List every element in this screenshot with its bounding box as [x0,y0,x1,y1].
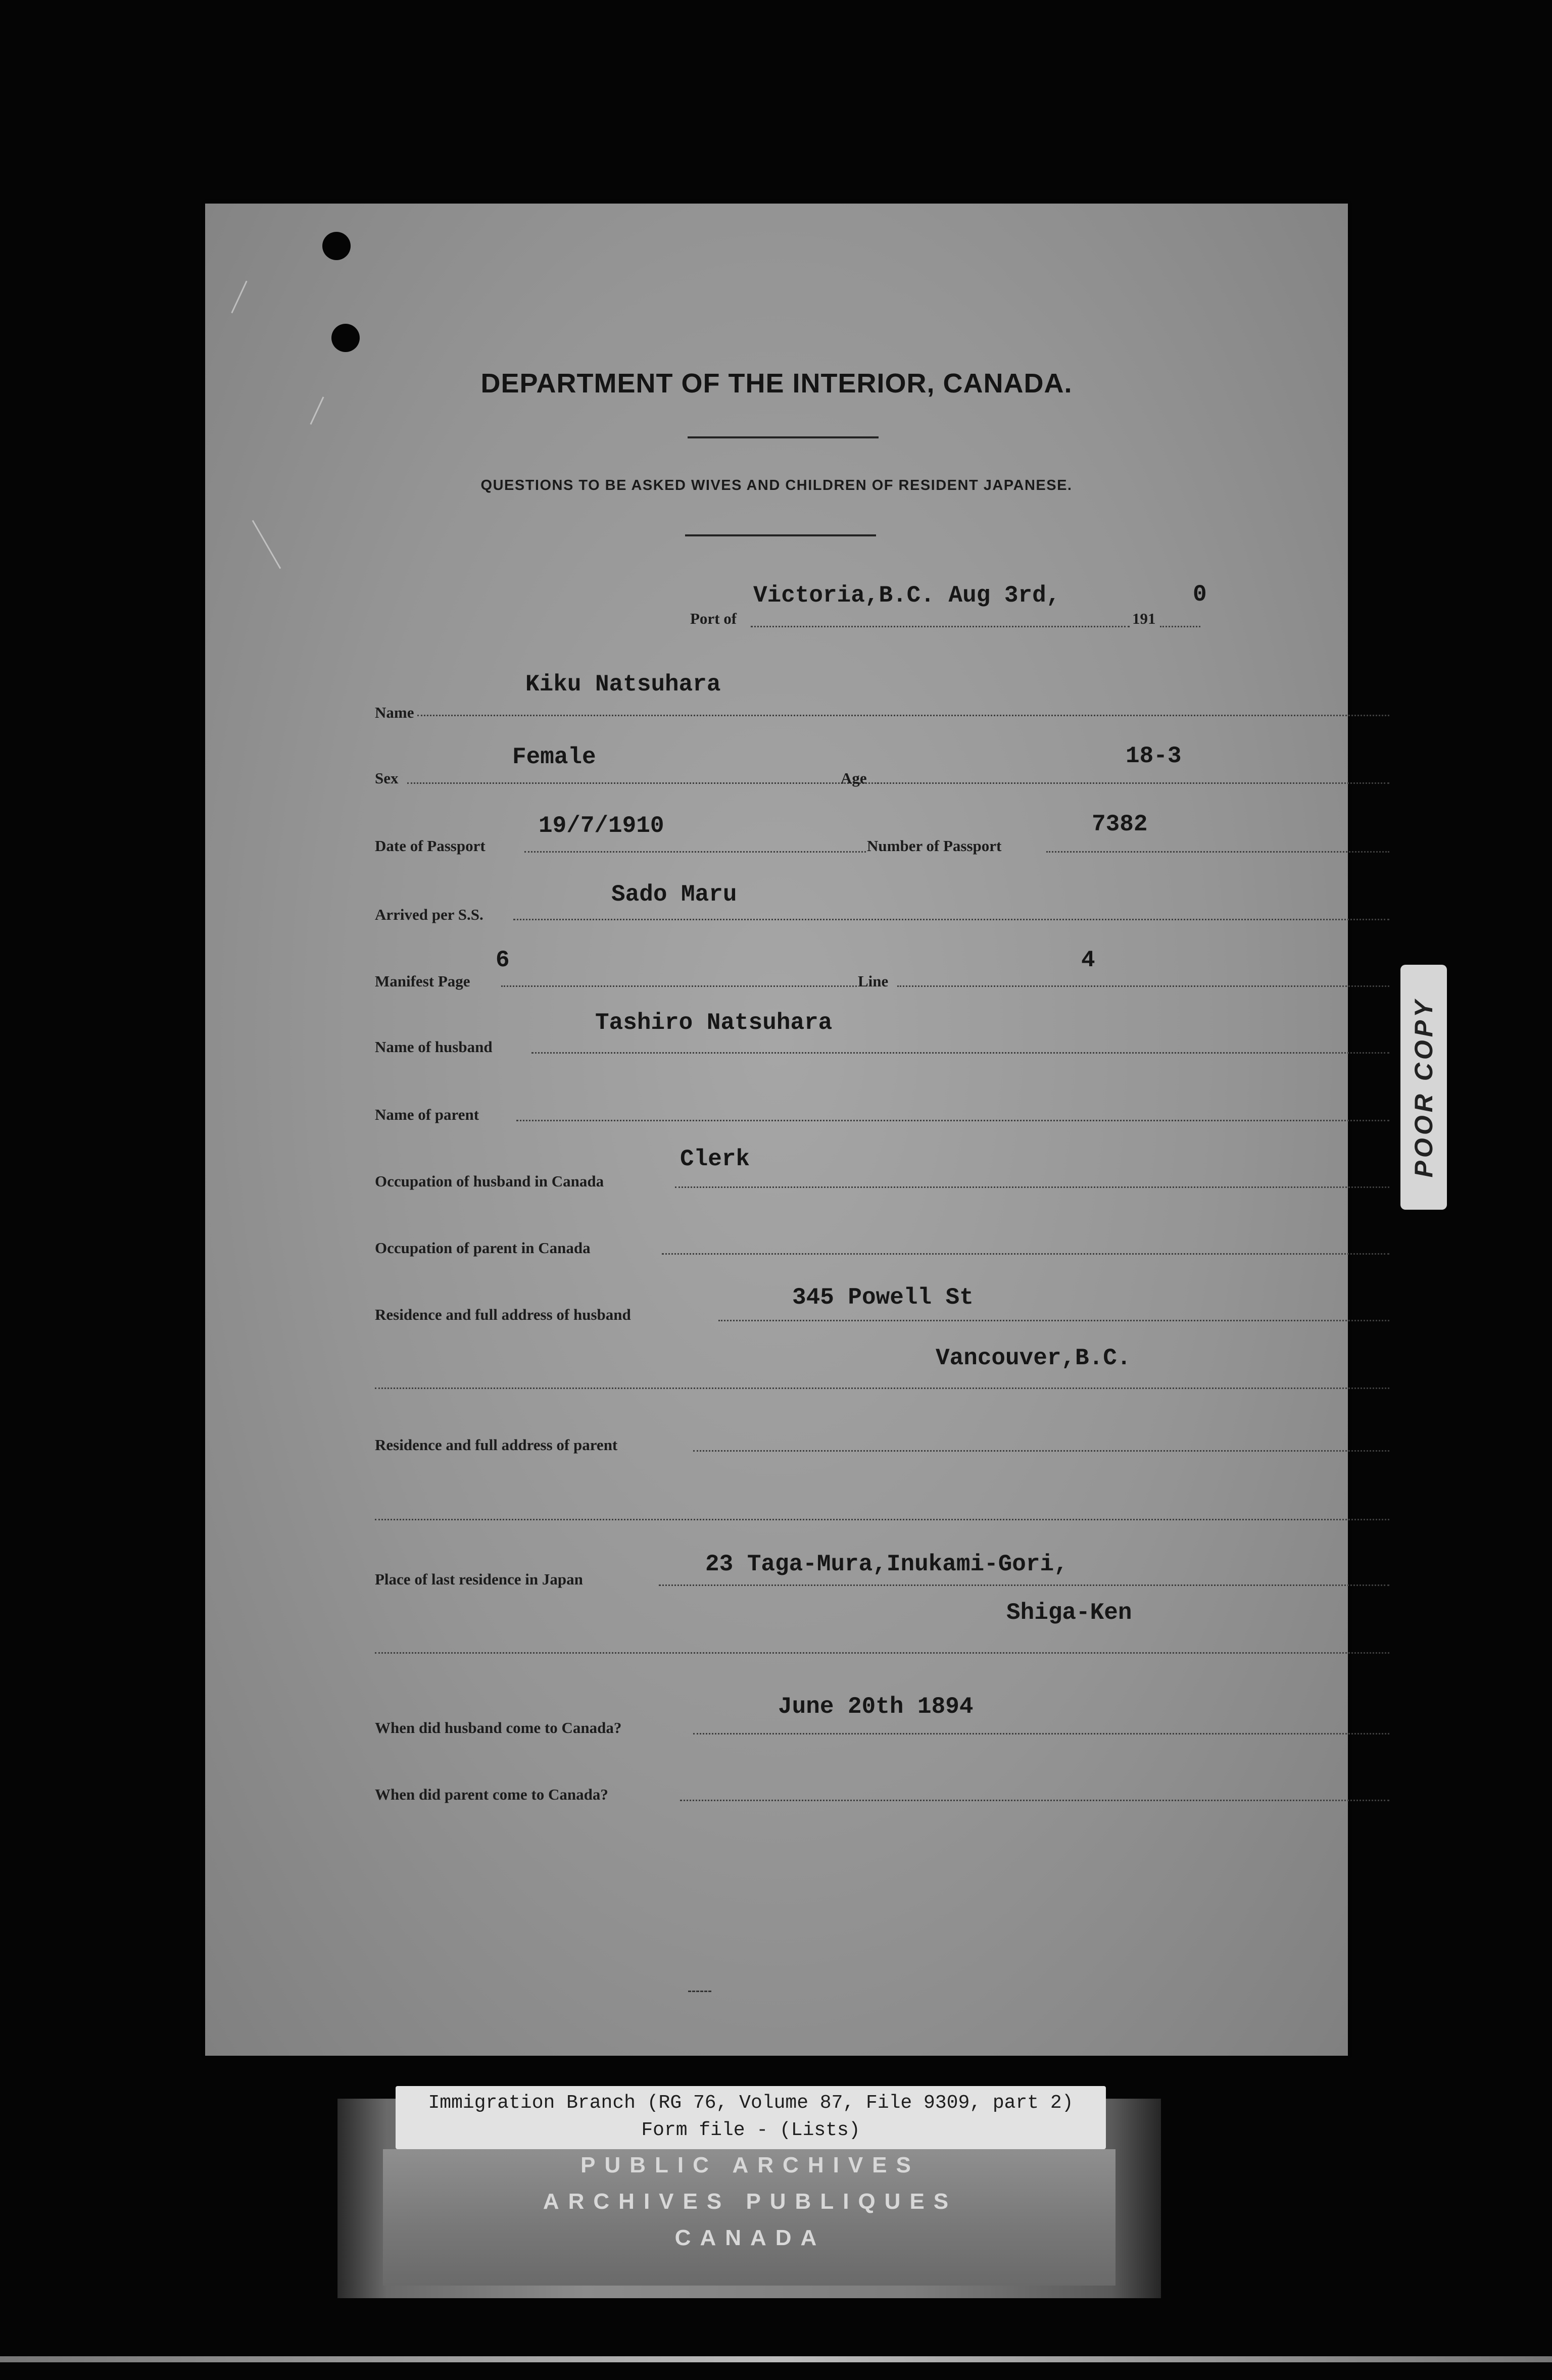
poor-copy-text: POOR COPY [1410,997,1438,1177]
date-of-passport-line [524,851,866,853]
residence-husband-value-2: Vancouver,B.C. [936,1345,1131,1371]
subtitle-underline [685,534,876,536]
name-of-husband-line [531,1052,1389,1054]
residence-husband-line-2 [375,1387,1389,1389]
husband-came-value: June 20th 1894 [778,1694,974,1720]
arrived-per-ss-value: Sado Maru [611,881,737,908]
occupation-parent-label: Occupation of parent in Canada [375,1239,591,1257]
occupation-parent-line [662,1253,1389,1255]
last-residence-label: Place of last residence in Japan [375,1570,583,1588]
archive-reference-label [396,2086,1106,2149]
occupation-husband-label: Occupation of husband in Canada [375,1172,604,1190]
name-of-husband-value: Tashiro Natsuhara [595,1010,833,1036]
date-of-passport-label: Date of Passport [375,837,486,855]
last-residence-value-2: Shiga-Ken [1006,1600,1132,1626]
residence-parent-label: Residence and full address of parent [375,1436,618,1454]
port-value: Victoria,B.C. Aug 3rd, [753,582,1060,609]
poor-copy-stamp [1400,965,1447,1210]
last-residence-line-1 [659,1584,1389,1586]
number-of-passport-value: 7382 [1092,811,1148,837]
paper-scratch [252,520,281,569]
name-of-parent-line [516,1120,1389,1121]
port-line [751,626,1130,627]
title-underline [688,436,879,438]
residence-husband-label: Residence and full address of husband [375,1306,631,1323]
occupation-husband-value: Clerk [680,1146,750,1172]
residence-husband-line-1 [718,1320,1389,1321]
husband-came-line [693,1733,1389,1734]
line-label: Line [858,972,889,990]
sex-value: Female [512,744,596,770]
last-residence-value-1: 23 Taga-Mura,Inukami-Gori, [705,1551,1068,1577]
paper-scratch [310,396,324,425]
line-value: 4 [1081,947,1095,973]
punch-hole-top [322,232,351,260]
line-line [897,985,1389,987]
residence-parent-line-2 [375,1519,1389,1520]
date-of-passport-value: 19/7/1910 [539,813,664,839]
year-suffix: 0 [1193,581,1207,608]
archive-reference-line-1: Immigration Branch (RG 76, Volume 87, File 9309, part 2) [428,2092,1074,2114]
year-line [1160,626,1200,627]
manifest-page-label: Manifest Page [375,972,470,990]
manifest-page-value: 6 [496,947,510,973]
husband-came-label: When did husband come to Canada? [375,1719,622,1737]
name-line [417,715,1389,716]
arrived-per-ss-line [513,919,1389,920]
year-prefix: 191 [1132,610,1156,627]
port-label: Port of [690,610,737,627]
arrived-per-ss-label: Arrived per S.S. [375,906,483,923]
age-line [877,782,1389,784]
form-sheet [205,204,1348,2056]
archive-stamp-line-3: CANADA [674,2225,826,2250]
film-edge [0,2356,1552,2362]
occupation-husband-line [675,1186,1389,1188]
form-title: DEPARTMENT OF THE INTERIOR, CANADA. [480,368,1073,399]
archive-stamp-line-2: ARCHIVES PUBLIQUES [543,2189,958,2214]
residence-husband-value-1: 345 Powell St [792,1284,974,1311]
paper-scratch [231,281,247,314]
archive-reference-line-2: Form file - (Lists) [641,2119,860,2141]
parent-came-label: When did parent come to Canada? [375,1786,608,1803]
name-of-husband-label: Name of husband [375,1038,493,1056]
name-of-parent-label: Name of parent [375,1106,479,1123]
age-label: Age [841,769,867,787]
number-of-passport-line [1046,851,1389,853]
form-subtitle: QUESTIONS TO BE ASKED WIVES AND CHILDREN OF RESIDENT JAPANESE. [480,477,1073,493]
footer-mark [688,1991,711,1992]
sex-label: Sex [375,769,399,787]
age-value: 18-3 [1126,743,1182,769]
punch-hole-bottom [331,324,360,352]
name-label: Name [375,704,414,721]
manifest-page-line [501,985,857,987]
archive-stamp-line-1: PUBLIC ARCHIVES [580,2153,920,2177]
number-of-passport-label: Number of Passport [867,837,1002,855]
last-residence-line-2 [375,1652,1389,1654]
name-value: Kiku Natsuhara [525,671,721,698]
parent-came-line [680,1800,1389,1801]
residence-parent-line-1 [693,1450,1389,1452]
